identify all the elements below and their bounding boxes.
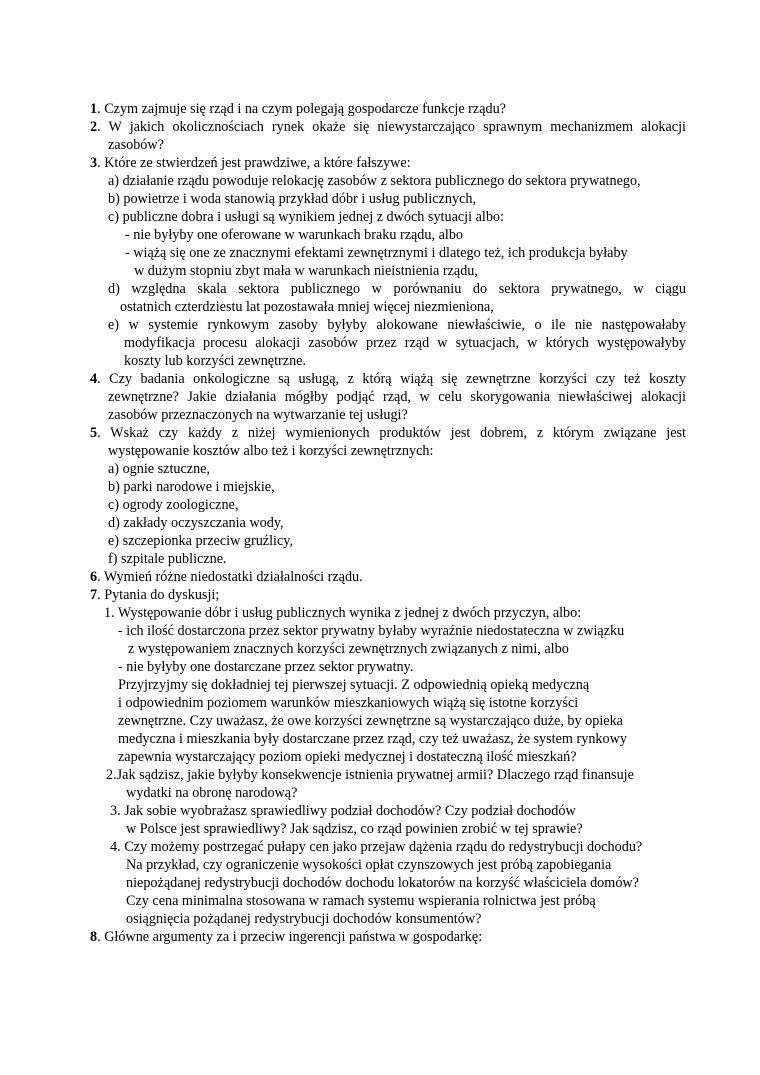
text-line bbox=[90, 586, 219, 604]
text-line bbox=[118, 694, 578, 712]
text-line bbox=[90, 424, 686, 442]
text-line bbox=[106, 766, 634, 784]
line-text: wydatki na obronę narodową? bbox=[126, 785, 298, 801]
question-number: 7 bbox=[90, 587, 98, 603]
line-text: b) parki narodowe i miejskie, bbox=[108, 479, 275, 495]
line-text: d) względna skala sektora publicznego w porównaniu do sektora prywatnego, w ciągu bbox=[108, 281, 686, 297]
text-line bbox=[90, 118, 686, 136]
text-line bbox=[108, 316, 686, 334]
text-line bbox=[126, 784, 297, 802]
text-line bbox=[126, 874, 639, 892]
question-number: 1 bbox=[90, 101, 98, 117]
text-line bbox=[108, 550, 227, 568]
line-text: koszty lub korzyści zewnętrzne. bbox=[124, 353, 307, 369]
text-line bbox=[126, 856, 611, 874]
question-number: 2 bbox=[90, 119, 98, 135]
question-number: 8 bbox=[90, 929, 98, 945]
text-line bbox=[108, 406, 408, 424]
text-line bbox=[125, 226, 463, 244]
text-line bbox=[90, 100, 506, 118]
text-line bbox=[126, 820, 583, 838]
line-text: . Wskaż czy każdy z niżej wymienionych produktów jest dobrem, z którym związane jest bbox=[97, 425, 686, 441]
line-text: niepożądanej redystrybucji dochodów dochodu lokatorów na korzyść właściciela domów? bbox=[126, 875, 639, 891]
line-text: . Wymień różne niedostatki działalności rządu. bbox=[97, 569, 363, 585]
line-text: a) działanie rządu powoduje relokację zasobów z sektora publicznego do sektora prywatnego, bbox=[108, 173, 641, 189]
text-line bbox=[90, 568, 363, 586]
line-text: 4. Czy możemy postrzegać pułapy cen jako przejaw dążenia rządu do redystrybucji dochodu? bbox=[110, 839, 643, 855]
line-text: w Polsce jest sprawiedliwy? Jak sądzisz, co rząd powinien zrobić w tej sprawie? bbox=[126, 821, 583, 837]
text-line bbox=[108, 136, 164, 154]
line-text: ostatnich czterdziestu lat pozostawała mniej więcej niezmieniona, bbox=[120, 299, 494, 315]
line-text: . Pytania do dyskusji; bbox=[97, 587, 220, 603]
text-line bbox=[104, 604, 581, 622]
question-number: 4 bbox=[90, 371, 98, 387]
line-text: e) w systemie rynkowym zasoby byłyby alokowane niewłaściwie, o ile nie następowałaby bbox=[108, 317, 686, 333]
line-text: c) ogrody zoologiczne, bbox=[108, 497, 239, 513]
text-line bbox=[118, 658, 413, 676]
line-text: modyfikacja procesu alokacji zasobów przez rząd w sytuacjach, w których występowałyby bbox=[124, 335, 686, 351]
line-text: Czy cena minimalna stosowana w ramach systemu wspierania rolnictwa jest próbą bbox=[126, 893, 596, 909]
text-line bbox=[108, 496, 238, 514]
line-text: . W jakich okolicznościach rynek okaże się niewystarczająco sprawnym mechanizmem alokacji bbox=[97, 119, 686, 135]
line-text: . Czy badania onkologiczne są usługą, z którą wiążą się zewnętrzne korzyści czy też koszty bbox=[97, 371, 686, 387]
line-text: i odpowiednim poziomem warunków mieszkaniowych wiążą się istotne korzyści bbox=[118, 695, 579, 711]
text-line bbox=[108, 532, 293, 550]
text-line bbox=[120, 298, 494, 316]
text-line bbox=[108, 442, 433, 460]
line-text: b) powietrze i woda stanowią przykład dóbr i usług publicznych, bbox=[108, 191, 476, 207]
text-line bbox=[118, 730, 627, 748]
line-text: z występowaniem znacznych korzyści zewnętrznych związanych z nimi, albo bbox=[128, 641, 569, 657]
text-line bbox=[126, 892, 596, 910]
line-text: c) publiczne dobra i usługi są wynikiem jednej z dwóch sytuacji albo: bbox=[108, 209, 504, 225]
line-text: Na przykład, czy ograniczenie wysokości opłat czynszowych jest próbą zapobiegania bbox=[126, 857, 612, 873]
line-text: Przyjrzyjmy się dokładniej tej pierwszej sytuacji. Z odpowiednią opieką medyczną bbox=[118, 677, 590, 693]
text-line bbox=[108, 460, 210, 478]
question-number: 3 bbox=[90, 155, 98, 171]
line-text: w dużym stopniu zbyt mała w warunkach nieistnienia rządu, bbox=[134, 263, 478, 279]
text-line bbox=[108, 514, 284, 532]
line-text: zasobów? bbox=[108, 137, 164, 153]
line-text: - nie byłyby one oferowane w warunkach braku rządu, albo bbox=[125, 227, 464, 243]
line-text: występowanie kosztów albo też i korzyści zewnętrznych: bbox=[108, 443, 434, 459]
line-text: e) szczepionka przeciw gruźlicy, bbox=[108, 533, 293, 549]
text-line bbox=[108, 478, 275, 496]
line-text: zewnętrzne. Czy uważasz, że owe korzyści zewnętrzne są wystarczająco duże, by opieka bbox=[118, 713, 623, 729]
text-line bbox=[110, 838, 642, 856]
line-text: - nie byłyby one dostarczane przez sektor prywatny. bbox=[118, 659, 414, 675]
line-text: 3. Jak sobie wyobrażasz sprawiedliwy podział dochodów? Czy podział dochodów bbox=[110, 803, 576, 819]
text-line bbox=[108, 190, 476, 208]
line-text: - ich ilość dostarczona przez sektor prywatny byłaby wyraźnie niedostateczna w związku bbox=[118, 623, 625, 639]
line-text: osiągnięcia pożądanej redystrybucji dochodów konsumentów? bbox=[126, 911, 482, 927]
line-text: 2.Jak sądzisz, jakie byłyby konsekwencje istnienia prywatnej armii? Dlaczego rząd finansuje bbox=[106, 767, 634, 783]
text-line bbox=[108, 280, 686, 298]
line-text: 1. Występowanie dóbr i usług publicznych wynika z jednej z dwóch przyczyn, albo: bbox=[104, 605, 582, 621]
text-line bbox=[90, 154, 411, 172]
text-line bbox=[118, 676, 589, 694]
text-line bbox=[124, 334, 686, 352]
text-line bbox=[108, 208, 504, 226]
text-line bbox=[110, 802, 576, 820]
question-number: 5 bbox=[90, 425, 98, 441]
line-text: a) ognie sztuczne, bbox=[108, 461, 211, 477]
text-line bbox=[118, 622, 624, 640]
text-line bbox=[90, 928, 482, 946]
line-text: zapewnia wystarczający poziom opieki medycznej i dostateczną ilość mieszkań? bbox=[118, 749, 577, 765]
text-line bbox=[90, 370, 686, 388]
text-line bbox=[128, 640, 569, 658]
line-text: zewnętrzne? Jakie działania mógłby podjąć rząd, w celu skorygowania niewłaściwej alokacji bbox=[108, 389, 686, 405]
text-line bbox=[134, 262, 478, 280]
text-line bbox=[124, 352, 306, 370]
line-text: - wiążą się one ze znacznymi efektami zewnętrznymi i dlatego też, ich produkcja byłaby bbox=[125, 245, 628, 261]
text-line bbox=[108, 388, 686, 406]
text-line bbox=[118, 748, 577, 766]
question-number: 6 bbox=[90, 569, 98, 585]
text-line bbox=[118, 712, 623, 730]
line-text: . Które ze stwierdzeń jest prawdziwe, a które fałszywe: bbox=[97, 155, 411, 171]
text-line bbox=[108, 172, 641, 190]
text-line bbox=[126, 910, 481, 928]
line-text: f) szpitale publiczne. bbox=[108, 551, 227, 567]
line-text: . Czym zajmuje się rząd i na czym polegają gospodarcze funkcje rządu? bbox=[97, 101, 506, 117]
line-text: d) zakłady oczyszczania wody, bbox=[108, 515, 284, 531]
line-text: . Główne argumenty za i przeciw ingerencji państwa w gospodarkę: bbox=[97, 929, 483, 945]
line-text: zasobów przeznaczonych na wytwarzanie tej usługi? bbox=[108, 407, 408, 423]
text-line bbox=[125, 244, 628, 262]
line-text: medyczna i mieszkania były dostarczane przez rząd, czy też uważasz, że system rynkowy bbox=[118, 731, 627, 747]
